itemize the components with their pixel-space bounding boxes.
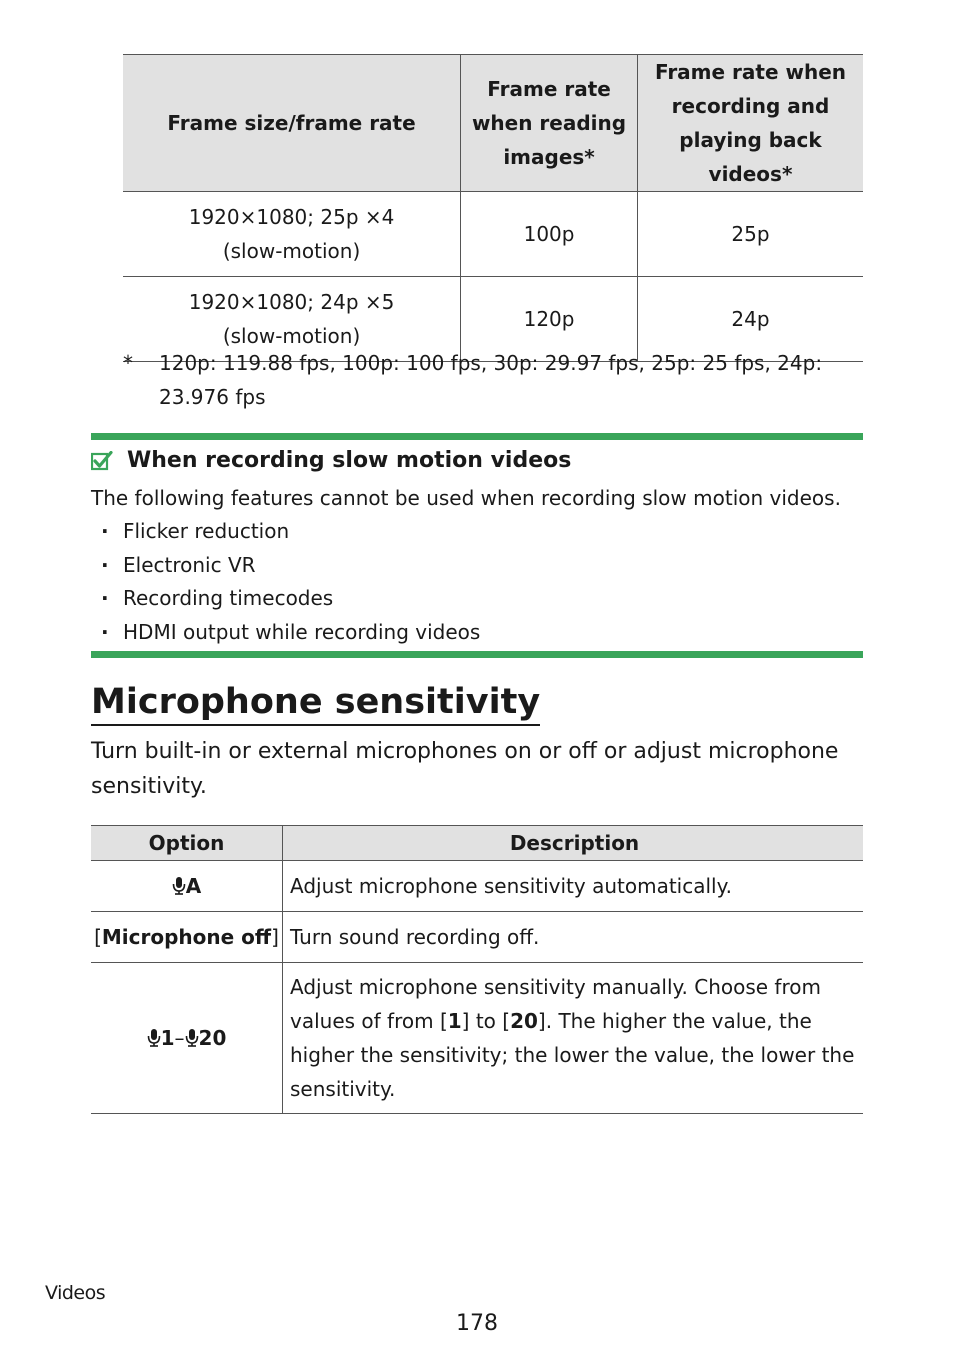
description-text: ] to [ [461,1009,511,1033]
table-header-row [123,55,863,192]
list-item: · Electronic VR [91,549,480,583]
note-top-rule [91,433,863,440]
option-cell [91,912,283,963]
checkmark-icon [91,451,113,471]
note-title [91,444,571,478]
header-reading-rate: Frame rate when reading images* [461,55,638,192]
list-item: · Recording timecodes [91,582,480,616]
microphone-icon [147,1028,161,1047]
header-description: Description [283,826,864,861]
table-row [123,192,863,277]
footnote-text: 120p: 119.88 fps, 100p: 100 fps, 30p: 29.97 fps, 25p: 25 fps, 24p: 23.976 fps [159,351,823,409]
section-title: Microphone sensitivity [91,680,540,726]
table-header-row [91,826,863,861]
note-bottom-rule [91,651,863,658]
microphone-options-table [91,825,863,1114]
option-range-end: 20 [198,1026,227,1050]
reading-rate-cell: 100p [461,192,638,277]
running-head: Videos [45,1282,106,1304]
list-item: · HDMI output while recording videos [91,616,480,650]
reading-rate-cell: 120p [461,277,638,362]
note-intro: The following features cannot be used when recording slow motion videos. [91,486,841,510]
page-number: 178 [456,1311,498,1336]
footnote-marker: * [123,351,133,375]
header-option: Option [91,826,283,861]
table-row [91,912,863,963]
note-title-text: When recording slow motion videos [127,448,572,473]
frame-rate-table [123,54,863,362]
header-playback-rate: Frame rate when recording and playing back videos* [637,55,863,192]
option-label: Microphone off [101,925,272,949]
bracket-open: [ [94,925,102,949]
list-item: · Flicker reduction [91,515,480,549]
frame-size-cell: 1920×1080; 24p ×5 (slow-motion) [123,277,461,362]
frame-size-cell: 1920×1080; 25p ×4 (slow-motion) [123,192,461,277]
option-range-start: 1 [160,1026,175,1050]
description-cell [283,963,864,1114]
table-row [91,963,863,1114]
note-list [91,515,480,650]
description-value-max: 20 [510,1009,538,1033]
option-label: A [185,874,202,898]
microphone-icon [172,876,186,895]
option-range-dash: – [174,1026,185,1050]
header-frame-size: Frame size/frame rate [123,55,461,192]
option-cell [91,963,283,1114]
playback-rate-cell: 25p [637,192,863,277]
description-value-min: 1 [447,1009,462,1033]
description-cell: Turn sound recording off. [283,912,864,963]
section-description: Turn built-in or external microphones on or off or adjust microphone sensitivity. [91,739,839,799]
playback-rate-cell: 24p [637,277,863,362]
microphone-icon [185,1028,199,1047]
bracket-close: ] [271,925,279,949]
description-text: ]. The higher the value, the higher the sensitivity; the lower the value, the lower the sensitivity. [290,1009,855,1101]
table-row [91,861,863,912]
description-text: Adjust microphone sensitivity manually. Choose from values of from [ [290,975,821,1033]
description-cell: Adjust microphone sensitivity automatically. [283,861,864,912]
option-cell [91,861,283,912]
